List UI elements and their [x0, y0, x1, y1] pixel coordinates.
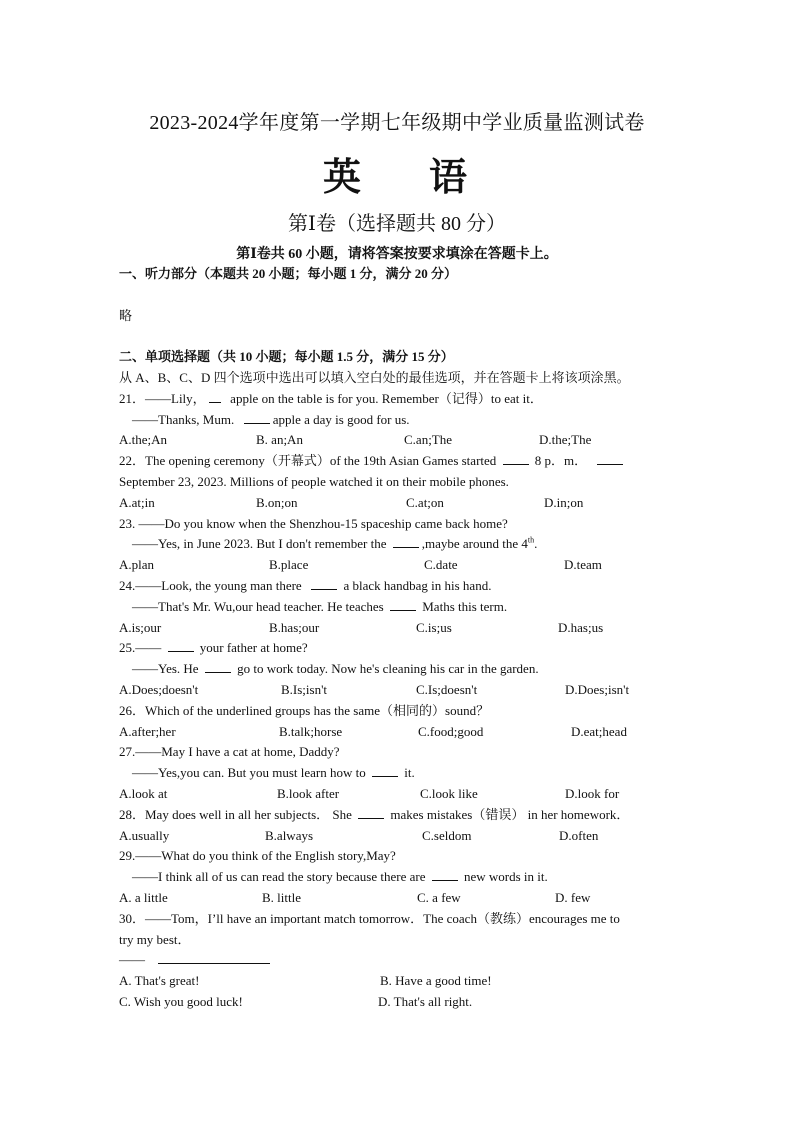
answer-blank	[358, 805, 384, 819]
option-a: A.look at	[119, 785, 168, 801]
question-29-line-1: 29.——What do you think of the English story,May?	[119, 848, 396, 864]
question-30-line-1: 30．——Tom，I’ll have an important match tomorrow．The coach（教练）encourages me to	[119, 910, 620, 926]
answer-blank	[390, 597, 416, 611]
answer-blank	[597, 451, 623, 465]
answer-blank	[311, 576, 337, 590]
option-c: C.is;us	[416, 619, 452, 635]
question-24-options	[119, 618, 689, 639]
listening-content: 略	[119, 307, 133, 323]
answer-blank	[158, 950, 270, 964]
option-d: D.has;us	[558, 619, 604, 635]
option-a: A. a little	[119, 889, 168, 905]
option-c: C. Wish you good luck!	[119, 993, 243, 1009]
option-b: B. an;An	[256, 432, 303, 448]
option-d: D.in;on	[544, 494, 584, 510]
option-d: D. few	[555, 889, 591, 905]
option-d: D.eat;head	[571, 723, 627, 739]
option-a: A.after;her	[119, 723, 176, 739]
answer-blank	[393, 534, 419, 548]
option-c: C. a few	[417, 889, 461, 905]
question-30-options-row-1	[119, 971, 689, 992]
option-b: B. Have a good time!	[380, 973, 492, 989]
question-22-line-2: September 23, 2023. Millions of people watched it on their mobile phones.	[119, 473, 509, 489]
option-d: D.look for	[565, 785, 620, 801]
question-27-options	[119, 784, 689, 805]
question-27-line-1: 27.——May I have a cat at home, Daddy?	[119, 744, 340, 760]
volume-note: 第Ⅰ卷共 60 小题，请将答案按要求填涂在答题卡上。	[236, 247, 558, 262]
question-26-options	[119, 722, 689, 743]
question-28-line-1: 28．May does well in all her subjects． She makes mistakes（错误） in her homework．	[119, 806, 630, 822]
option-b: B.Is;isn't	[281, 681, 328, 697]
option-c: C.look like	[420, 785, 478, 801]
question-23-line-2: ——Yes, in June 2023. But I don't remember the ,maybe around the 4th.	[132, 536, 538, 552]
question-29-options	[119, 888, 689, 909]
subject-title	[0, 146, 794, 201]
answer-blank	[209, 389, 221, 403]
question-23-options	[119, 555, 689, 576]
option-b: B.talk;horse	[279, 723, 343, 739]
option-d: D. That's all right.	[378, 993, 473, 1009]
listening-heading: 一、听力部分（本题共 20 小题；每小题 1 分，满分 20 分）	[119, 266, 458, 281]
question-30-line-2: try my best．	[119, 931, 191, 947]
option-c: C.an;The	[404, 432, 453, 448]
option-d: D.team	[564, 557, 602, 573]
option-d: D.the;The	[539, 432, 592, 448]
option-c: C.food;good	[418, 723, 484, 739]
answer-blank	[168, 638, 194, 652]
answer-blank	[372, 763, 398, 777]
option-a: A.is;our	[119, 619, 162, 635]
option-a: A.the;An	[119, 432, 168, 448]
exam-content	[119, 264, 689, 1013]
option-b: B.on;on	[256, 494, 298, 510]
answer-blank	[432, 867, 458, 881]
question-21-line-1: 21．——Lily， apple on the table is for you. Remember（记得）to eat it．	[119, 390, 543, 406]
question-26-line-1: 26．Which of the underlined groups has the same（相同的）sound？	[119, 702, 490, 718]
option-a: A.plan	[119, 557, 155, 573]
question-21-options	[119, 430, 689, 451]
answer-blank	[205, 659, 231, 673]
option-c: C.seldom	[422, 827, 472, 843]
option-b: B. little	[262, 889, 301, 905]
question-27-line-2: ——Yes,you can. But you must learn how to it.	[132, 765, 415, 781]
option-d: D.often	[559, 827, 599, 843]
option-d: D.Does;isn't	[565, 681, 630, 697]
question-21-line-2: ——Thanks, Mum. apple a day is good for us.	[132, 411, 410, 427]
option-a: A.Does;doesn't	[119, 681, 199, 697]
option-a: A. That's great!	[119, 973, 200, 989]
subject-char-1: 英	[322, 157, 365, 199]
question-24-line-2: ——That's Mr. Wu,our head teacher. He teaches Maths this term.	[132, 598, 508, 614]
option-a: A.at;in	[119, 494, 155, 510]
question-25-options	[119, 680, 689, 701]
question-24-line-1: 24.——Look, the young man there a black handbag in his hand.	[119, 577, 492, 593]
option-a: A.usually	[119, 827, 170, 843]
volume-title: 第Ⅰ卷（选择题共 80 分）	[288, 213, 506, 235]
option-b: B.has;our	[269, 619, 320, 635]
question-28-options	[119, 826, 689, 847]
option-b: B.place	[269, 557, 309, 573]
answer-blank	[503, 451, 529, 465]
answer-blank	[244, 410, 270, 424]
single-choice-instruction: 从 A、B、C、D 四个选项中选出可以填入空白处的最佳选项，并在答题卡上将该项涂黑。	[119, 369, 630, 385]
question-30-options-row-2	[119, 992, 689, 1013]
question-22-options	[119, 493, 689, 514]
single-choice-heading: 二、单项选择题（共 10 小题；每小题 1.5 分，满分 15 分）	[119, 349, 454, 365]
question-22-line-1: 22．The opening ceremony（开幕式）of the 19th Asian Games started 8 p．m．	[119, 451, 689, 472]
question-23-line-1: 23. ——Do you know when the Shenzhou-15 spaceship came back home?	[119, 515, 508, 531]
exam-title: 2023-2024学年度第一学期七年级期中学业质量监测试卷	[149, 112, 645, 134]
question-25-line-1: 25.—— your father at home?	[119, 640, 308, 656]
subject-char-2: 语	[429, 157, 472, 199]
question-30-line-3: ——	[119, 950, 689, 971]
option-c: C.Is;doesn't	[416, 681, 478, 697]
question-25-line-2: ——Yes. He go to work today. Now he's cleaning his car in the garden.	[132, 661, 539, 677]
option-c: C.date	[424, 557, 458, 573]
option-b: B.always	[265, 827, 314, 843]
option-b: B.look after	[277, 785, 340, 801]
question-29-line-2: ——I think all of us can read the story because there are new words in it.	[132, 869, 548, 885]
option-c: C.at;on	[406, 494, 444, 510]
